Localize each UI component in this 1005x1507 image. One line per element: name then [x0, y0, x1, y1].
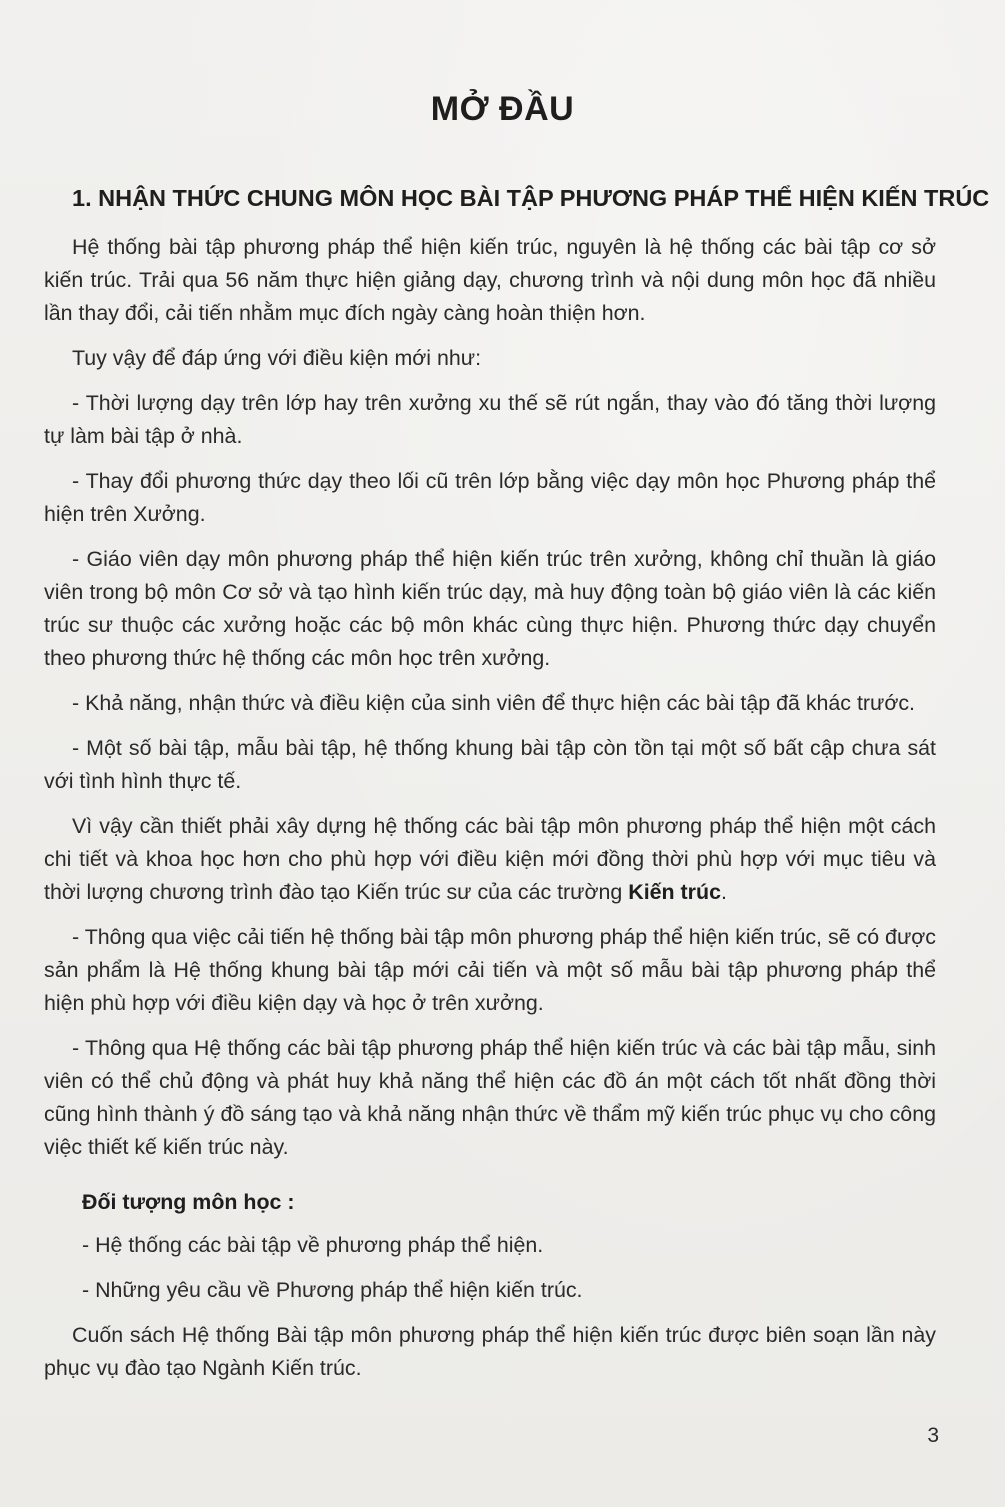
paragraph-text: Vì vậy cần thiết phải xây dựng hệ thống các bài tập môn phương pháp thể hiện một cách chi tiết và khoa học hơn cho phù hợp với điều kiện mới đồng thời phù hợp với mục tiêu và thời lượng chương trình đào tạo Kiến trúc sư của các trường	[44, 814, 936, 904]
paragraph: - Thời lượng dạy trên lớp hay trên xưởng xu thế sẽ rút ngắn, thay vào đó tăng thời lượng tự làm bài tập ở nhà.	[44, 391, 936, 448]
paragraph: - Một số bài tập, mẫu bài tập, hệ thống khung bài tập còn tồn tại một số bất cập chưa sát với tình hình thực tế.	[44, 736, 936, 793]
section-heading: 1. NHẬN THỨC CHUNG MÔN HỌC BÀI TẬP PHƯƠNG PHÁP THỂ HIỆN KIẾN TRÚC	[72, 185, 990, 211]
paragraph-end: .	[720, 880, 727, 904]
paragraph: - Thay đổi phương thức dạy theo lối cũ trên lớp bằng việc dạy môn học Phương pháp thể hiện trên Xưởng.	[44, 469, 936, 526]
closing-paragraph: Cuốn sách Hệ thống Bài tập môn phương pháp thể hiện kiến trúc được biên soạn lần này phục vụ đào tạo Ngành Kiến trúc.	[44, 1323, 936, 1380]
page-title: MỞ ĐẦU	[430, 90, 575, 128]
paragraph: - Khả năng, nhận thức và điều kiện của sinh viên để thực hiện các bài tập đã khác trước.	[72, 691, 915, 715]
subheading: Đối tượng môn học :	[82, 1190, 295, 1214]
list-item: - Những yêu cầu về Phương pháp thể hiện kiến trúc.	[82, 1278, 583, 1302]
paragraph: - Giáo viên dạy môn phương pháp thể hiện kiến trúc trên xưởng, không chỉ thuần là giáo viên trong bộ môn Cơ sở và tạo hình kiến trúc dạy, mà huy động toàn bộ giáo viên là các kiến trúc sư thuộc các xưởng hoặc các bộ môn khác cùng thực hiện. Phương thức dạy chuyển theo phương thức hệ thống các môn học trên xưởng.	[44, 547, 936, 670]
paragraph: - Thông qua việc cải tiến hệ thống bài tập môn phương pháp thể hiện kiến trúc, sẽ có được sản phẩm là Hệ thống khung bài tập mới cải tiến và một số mẫu bài tập phương pháp thể hiện phù hợp với điều kiện dạy và học ở trên xưởng.	[44, 925, 936, 1015]
paragraph: - Thông qua Hệ thống các bài tập phương pháp thể hiện kiến trúc và các bài tập mẫu, sinh viên có thể chủ động và phát huy khả năng thể hiện các đồ án một cách tốt nhất đồng thời cũng hình thành ý đồ sáng tạo và khả năng nhận thức về thẩm mỹ kiến trúc phục vụ cho công việc thiết kế kiến trúc này.	[44, 1036, 936, 1159]
bold-term: Kiến trúc	[628, 880, 721, 904]
body-text	[44, 231, 936, 1397]
paragraph: Tuy vậy để đáp ứng với điều kiện mới như:	[72, 346, 482, 370]
list-item: - Hệ thống các bài tập về phương pháp thể hiện.	[82, 1233, 544, 1257]
page-number: 3	[927, 1424, 939, 1447]
paragraph-with-bold	[44, 810, 936, 909]
paragraph: Hệ thống bài tập phương pháp thể hiện kiến trúc, nguyên là hệ thống các bài tập cơ sở kiến trúc. Trải qua 56 năm thực hiện giảng dạy, chương trình và nội dung môn học đã nhiều lần thay đổi, cải tiến nhằm mục đích ngày càng hoàn thiện hơn.	[44, 235, 936, 325]
